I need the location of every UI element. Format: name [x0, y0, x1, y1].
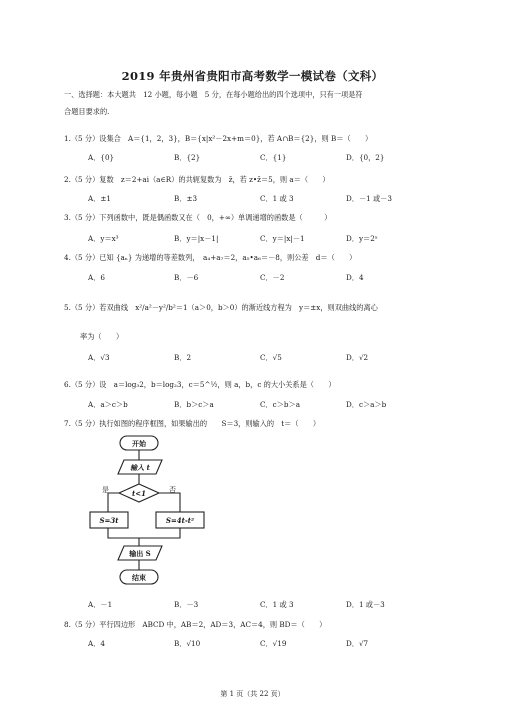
- flowchart-end-label: 结束: [132, 573, 146, 582]
- option-a: A．－1: [88, 600, 113, 609]
- question-1-stem: 1.（5 分）设集合 A＝{1，2，3}，B＝{x|x²－2x+m＝0}，若 A∩B＝{2}，则 B＝（ ）: [64, 134, 373, 143]
- section-heading-cont: 合题目要求的.: [64, 107, 110, 116]
- flowchart-start-label: 开始: [132, 439, 146, 448]
- option-d: D．4: [346, 273, 364, 282]
- question-4-options: [88, 273, 458, 284]
- page-title: 2019 年贵州省贵阳市高考数学一模试卷（文科）: [121, 69, 384, 83]
- question-6-stem: 6.（5 分）设 a＝log₃2，b＝log₂3，c＝5^½，则 a，b，c 的大小关系是（ ）: [64, 380, 336, 389]
- option-c: C．√19: [260, 639, 287, 648]
- option-a: A．y＝x³: [88, 234, 119, 243]
- section-heading: 一、选择题：本大题共 12 小题，每小题 5 分，在每小题给出的四个选项中，只有一项是符: [64, 90, 363, 99]
- question-1-options: [88, 153, 458, 164]
- option-a: A．√3: [88, 353, 110, 362]
- option-d: D．1 或－3: [346, 600, 385, 609]
- question-3-options: [88, 234, 458, 245]
- option-d: D．y＝2ˣ: [346, 234, 378, 243]
- flowchart-input-label: 输入 t: [130, 463, 150, 472]
- flowchart-output-label: 输出 S: [129, 549, 151, 558]
- flowchart-no-label: 否: [169, 486, 176, 494]
- question-2-stem: 2.（5 分）复数 z＝2+ai（a∈R）的共轭复数为 z̄，若 z•z̄＝5，则 a＝（ ）: [64, 175, 330, 184]
- option-c: C．√5: [260, 353, 282, 362]
- option-c: C．c＞b＞a: [260, 400, 300, 409]
- question-4-stem: 4.（5 分）已知 {aₙ} 为递增的等差数列， a₄+a₇＝2，a₅•a₆＝－8，则公差 d＝（ ）: [64, 253, 357, 262]
- option-c: C．{1}: [260, 153, 287, 162]
- option-a: A．a＞c＞b: [88, 400, 128, 409]
- option-b: B．－6: [174, 273, 199, 282]
- page-footer: 第 1 页（共 22 页）: [220, 690, 285, 698]
- question-7-options: [88, 600, 458, 611]
- option-b: B．{2}: [174, 153, 201, 162]
- option-d: D．c＞a＞b: [346, 400, 387, 409]
- option-d: D．{0，2}: [346, 153, 385, 162]
- question-3-stem: 3.（5 分）下列函数中，既是偶函数又在（ 0，+∞）单调递增的函数是（ ）: [64, 213, 332, 222]
- option-b: B．±3: [174, 194, 198, 203]
- option-a: A．±1: [88, 194, 111, 203]
- option-a: A．{0}: [88, 153, 115, 162]
- question-5-stem-cont: 率为（ ）: [80, 332, 124, 341]
- option-b: B．b＞c＞a: [174, 400, 214, 409]
- question-5-options: [88, 353, 458, 364]
- option-d: D．－1 或－3: [346, 194, 392, 203]
- flowchart-right-box-label: S=4t-t²: [165, 516, 195, 525]
- option-c: C．y＝|x|－1: [260, 234, 305, 243]
- flowchart-left-box-label: S=3t: [99, 516, 119, 525]
- option-c: C．－2: [260, 273, 285, 282]
- flowchart: [86, 434, 220, 590]
- question-8-stem: 8.（5 分）平行四边形 ABCD 中，AB＝2，AD＝3，AC＝4，则 BD＝（ ）: [64, 620, 327, 629]
- option-d: D．√7: [346, 639, 369, 648]
- option-a: A．6: [88, 273, 105, 282]
- option-a: A．4: [88, 639, 105, 648]
- question-8-options: [88, 639, 458, 650]
- flowchart-yes-label: 是: [102, 486, 109, 494]
- option-b: B．y＝|x－1|: [174, 234, 219, 243]
- flowchart-condition-label: t<1: [132, 489, 146, 498]
- option-d: D．√2: [346, 353, 369, 362]
- question-6-options: [88, 400, 458, 411]
- option-c: C．1 或 3: [260, 600, 294, 609]
- option-c: C．1 或 3: [260, 194, 294, 203]
- question-5-stem: 5.（5 分）若双曲线 x²/a²－y²/b²＝1（a＞0，b＞0）的渐近线方程为 y＝±x，则双曲线的离心: [64, 303, 378, 312]
- question-7-stem: 7.（5 分）执行如图的程序框图，如果输出的 S＝3，则输入的 t＝（ ）: [64, 419, 321, 428]
- option-b: B．√10: [174, 639, 201, 648]
- question-2-options: [88, 194, 458, 205]
- option-b: B．－3: [174, 600, 199, 609]
- option-b: B．2: [174, 353, 192, 362]
- flowchart-shapes: [86, 434, 220, 590]
